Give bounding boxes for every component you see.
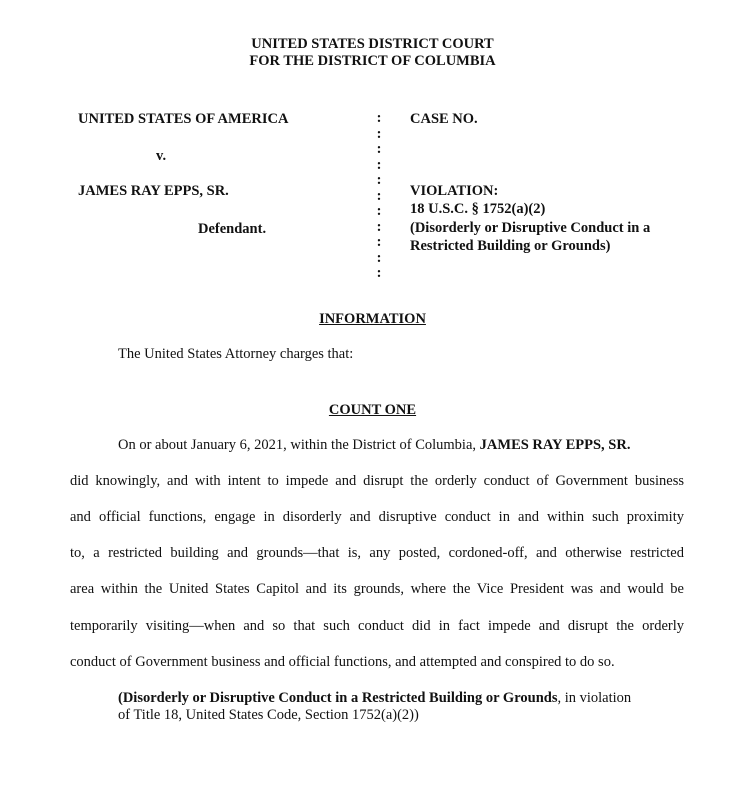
defendant-name-inline: JAMES RAY EPPS, SR. bbox=[479, 437, 631, 453]
information-heading: INFORMATION bbox=[319, 311, 426, 327]
count-body-line7: conduct of Government business and official functions, and attempted and conspired to do so. bbox=[70, 654, 615, 670]
violation-description-line2: Restricted Building or Grounds) bbox=[410, 238, 611, 254]
court-name-line2: FOR THE DISTRICT OF COLUMBIA bbox=[249, 53, 496, 69]
defendant-name: JAMES RAY EPPS, SR. bbox=[78, 183, 229, 199]
citation-violation-text: , in violation bbox=[557, 690, 632, 706]
citation-line1 bbox=[118, 690, 631, 707]
count-body-line2: did knowingly, and with intent to impede and disrupt the orderly conduct of Government business bbox=[70, 473, 684, 489]
citation-offense: (Disorderly or Disruptive Conduct in a Restricted Building or Grounds bbox=[118, 690, 558, 706]
count-body-line3: and official functions, engage in disorderly and disruptive conduct in and within such proximity bbox=[70, 509, 684, 525]
versus-label: v. bbox=[156, 148, 167, 164]
violation-description-line1: (Disorderly or Disruptive Conduct in a bbox=[410, 220, 651, 236]
count-body-line1-text: On or about January 6, 2021, within the District of Columbia, bbox=[118, 437, 480, 453]
count-body-line6: temporarily visiting—when and so that such conduct did in fact impede and disrupt the orderly bbox=[70, 618, 684, 634]
violation-label: VIOLATION: bbox=[410, 183, 499, 199]
court-name-line1: UNITED STATES DISTRICT COURT bbox=[251, 36, 494, 52]
count-one-heading: COUNT ONE bbox=[328, 402, 417, 418]
count-body-line5: area within the United States Capitol and its grounds, where the Vice President was and would be bbox=[70, 581, 684, 597]
plaintiff-name: UNITED STATES OF AMERICA bbox=[78, 111, 289, 127]
defendant-label: Defendant. bbox=[198, 221, 267, 237]
count-body-line1 bbox=[118, 437, 630, 454]
case-number-label: CASE NO. bbox=[410, 111, 478, 127]
violation-statute: 18 U.S.C. § 1752(a)(2) bbox=[410, 201, 546, 217]
count-body-line4: to, a restricted building and grounds—that is, any posted, cordoned-off, and otherwise restricted bbox=[70, 545, 684, 561]
citation-line2: of Title 18, United States Code, Section 1752(a)(2)) bbox=[118, 707, 419, 723]
charges-intro: The United States Attorney charges that: bbox=[118, 346, 354, 362]
caption-colon-column: : : : : : : : : : : : bbox=[376, 110, 382, 281]
